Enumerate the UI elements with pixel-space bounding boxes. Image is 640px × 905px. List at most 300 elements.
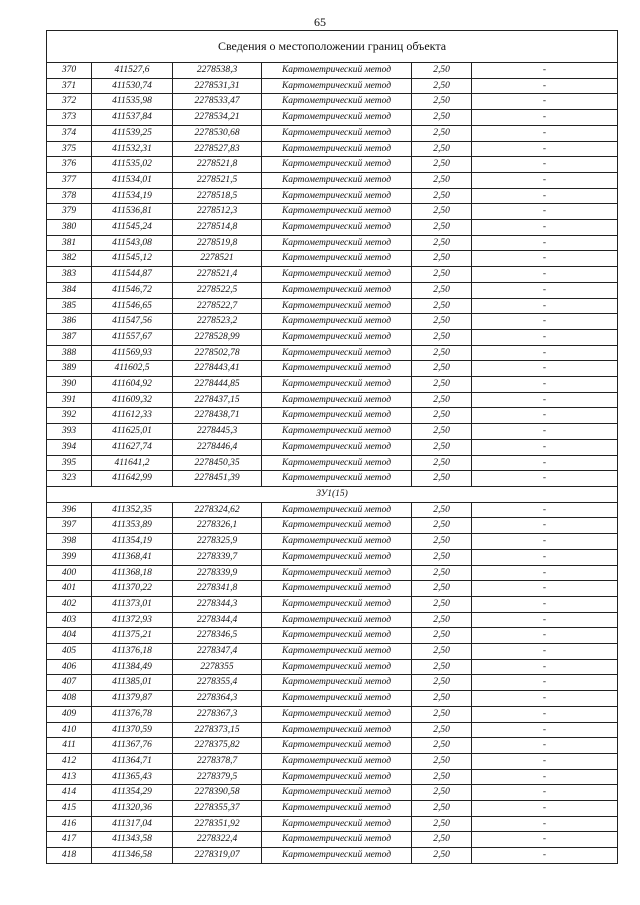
method-cell: Картометрический метод bbox=[262, 345, 412, 361]
x-coordinate-cell: 411545,12 bbox=[92, 251, 173, 267]
note-cell: - bbox=[472, 596, 618, 612]
point-number-cell: 393 bbox=[47, 424, 92, 440]
x-coordinate-cell: 411627,74 bbox=[92, 439, 173, 455]
table-row bbox=[47, 251, 618, 267]
accuracy-cell: 2,50 bbox=[412, 329, 472, 345]
accuracy-cell: 2,50 bbox=[412, 848, 472, 864]
table-row bbox=[47, 769, 618, 785]
x-coordinate-cell: 411370,59 bbox=[92, 722, 173, 738]
method-cell: Картометрический метод bbox=[262, 832, 412, 848]
method-cell: Картометрический метод bbox=[262, 235, 412, 251]
table-row bbox=[47, 722, 618, 738]
table-row bbox=[47, 801, 618, 817]
point-number-cell: 373 bbox=[47, 110, 92, 126]
x-coordinate-cell: 411557,67 bbox=[92, 329, 173, 345]
point-number-cell: 414 bbox=[47, 785, 92, 801]
point-number-cell: 382 bbox=[47, 251, 92, 267]
accuracy-cell: 2,50 bbox=[412, 94, 472, 110]
table-row bbox=[47, 157, 618, 173]
accuracy-cell: 2,50 bbox=[412, 549, 472, 565]
x-coordinate-cell: 411602,5 bbox=[92, 361, 173, 377]
boundary-coordinates-table bbox=[46, 30, 618, 864]
note-cell: - bbox=[472, 769, 618, 785]
x-coordinate-cell: 411527,6 bbox=[92, 63, 173, 79]
table-row bbox=[47, 518, 618, 534]
method-cell: Картометрический метод bbox=[262, 424, 412, 440]
point-number-cell: 388 bbox=[47, 345, 92, 361]
x-coordinate-cell: 411370,22 bbox=[92, 581, 173, 597]
x-coordinate-cell: 411532,31 bbox=[92, 141, 173, 157]
method-cell: Картометрический метод bbox=[262, 596, 412, 612]
x-coordinate-cell: 411544,87 bbox=[92, 267, 173, 283]
y-coordinate-cell: 2278523,2 bbox=[173, 314, 262, 330]
y-coordinate-cell: 2278351,92 bbox=[173, 816, 262, 832]
y-coordinate-cell: 2278534,21 bbox=[173, 110, 262, 126]
method-cell: Картометрический метод bbox=[262, 769, 412, 785]
y-coordinate-cell: 2278379,5 bbox=[173, 769, 262, 785]
x-coordinate-cell: 411536,81 bbox=[92, 204, 173, 220]
note-cell: - bbox=[472, 424, 618, 440]
note-cell: - bbox=[472, 63, 618, 79]
note-cell: - bbox=[472, 298, 618, 314]
note-cell: - bbox=[472, 282, 618, 298]
method-cell: Картометрический метод bbox=[262, 314, 412, 330]
y-coordinate-cell: 2278522,7 bbox=[173, 298, 262, 314]
x-coordinate-cell: 411546,65 bbox=[92, 298, 173, 314]
note-cell: - bbox=[472, 832, 618, 848]
accuracy-cell: 2,50 bbox=[412, 172, 472, 188]
section-row bbox=[47, 486, 618, 502]
method-cell: Картометрический метод bbox=[262, 125, 412, 141]
method-cell: Картометрический метод bbox=[262, 691, 412, 707]
note-cell: - bbox=[472, 612, 618, 628]
table-row bbox=[47, 581, 618, 597]
method-cell: Картометрический метод bbox=[262, 518, 412, 534]
table-row bbox=[47, 659, 618, 675]
x-coordinate-cell: 411365,43 bbox=[92, 769, 173, 785]
accuracy-cell: 2,50 bbox=[412, 769, 472, 785]
y-coordinate-cell: 2278325,9 bbox=[173, 534, 262, 550]
table-row bbox=[47, 848, 618, 864]
y-coordinate-cell: 2278322,4 bbox=[173, 832, 262, 848]
method-cell: Картометрический метод bbox=[262, 361, 412, 377]
table-row bbox=[47, 94, 618, 110]
table-row bbox=[47, 63, 618, 79]
table-row bbox=[47, 392, 618, 408]
x-coordinate-cell: 411368,18 bbox=[92, 565, 173, 581]
y-coordinate-cell: 2278445,3 bbox=[173, 424, 262, 440]
method-cell: Картометрический метод bbox=[262, 471, 412, 487]
x-coordinate-cell: 411368,41 bbox=[92, 549, 173, 565]
method-cell: Картометрический метод bbox=[262, 141, 412, 157]
note-cell: - bbox=[472, 706, 618, 722]
note-cell: - bbox=[472, 785, 618, 801]
table-row bbox=[47, 329, 618, 345]
y-coordinate-cell: 2278438,71 bbox=[173, 408, 262, 424]
x-coordinate-cell: 411376,78 bbox=[92, 706, 173, 722]
method-cell: Картометрический метод bbox=[262, 172, 412, 188]
point-number-cell: 394 bbox=[47, 439, 92, 455]
point-number-cell: 410 bbox=[47, 722, 92, 738]
point-number-cell: 387 bbox=[47, 329, 92, 345]
y-coordinate-cell: 2278367,3 bbox=[173, 706, 262, 722]
method-cell: Картометрический метод bbox=[262, 63, 412, 79]
note-cell: - bbox=[472, 141, 618, 157]
y-coordinate-cell: 2278355 bbox=[173, 659, 262, 675]
accuracy-cell: 2,50 bbox=[412, 298, 472, 314]
point-number-cell: 379 bbox=[47, 204, 92, 220]
y-coordinate-cell: 2278437,15 bbox=[173, 392, 262, 408]
note-cell: - bbox=[472, 329, 618, 345]
accuracy-cell: 2,50 bbox=[412, 596, 472, 612]
table-title-row bbox=[47, 31, 618, 63]
note-cell: - bbox=[472, 78, 618, 94]
y-coordinate-cell: 2278533,47 bbox=[173, 94, 262, 110]
note-cell: - bbox=[472, 172, 618, 188]
x-coordinate-cell: 411534,01 bbox=[92, 172, 173, 188]
accuracy-cell: 2,50 bbox=[412, 644, 472, 660]
y-coordinate-cell: 2278531,31 bbox=[173, 78, 262, 94]
method-cell: Картометрический метод bbox=[262, 282, 412, 298]
point-number-cell: 397 bbox=[47, 518, 92, 534]
y-coordinate-cell: 2278378,7 bbox=[173, 753, 262, 769]
method-cell: Картометрический метод bbox=[262, 188, 412, 204]
y-coordinate-cell: 2278346,5 bbox=[173, 628, 262, 644]
method-cell: Картометрический метод bbox=[262, 220, 412, 236]
accuracy-cell: 2,50 bbox=[412, 361, 472, 377]
note-cell: - bbox=[472, 471, 618, 487]
point-number-cell: 376 bbox=[47, 157, 92, 173]
method-cell: Картометрический метод bbox=[262, 502, 412, 518]
note-cell: - bbox=[472, 518, 618, 534]
accuracy-cell: 2,50 bbox=[412, 157, 472, 173]
point-number-cell: 403 bbox=[47, 612, 92, 628]
point-number-cell: 406 bbox=[47, 659, 92, 675]
table-row bbox=[47, 549, 618, 565]
method-cell: Картометрический метод bbox=[262, 94, 412, 110]
x-coordinate-cell: 411376,18 bbox=[92, 644, 173, 660]
accuracy-cell: 2,50 bbox=[412, 565, 472, 581]
y-coordinate-cell: 2278326,1 bbox=[173, 518, 262, 534]
table-row bbox=[47, 345, 618, 361]
x-coordinate-cell: 411534,19 bbox=[92, 188, 173, 204]
note-cell: - bbox=[472, 581, 618, 597]
accuracy-cell: 2,50 bbox=[412, 706, 472, 722]
x-coordinate-cell: 411352,35 bbox=[92, 502, 173, 518]
accuracy-cell: 2,50 bbox=[412, 675, 472, 691]
y-coordinate-cell: 2278528,99 bbox=[173, 329, 262, 345]
y-coordinate-cell: 2278538,3 bbox=[173, 63, 262, 79]
y-coordinate-cell: 2278512,3 bbox=[173, 204, 262, 220]
table-row bbox=[47, 110, 618, 126]
x-coordinate-cell: 411379,87 bbox=[92, 691, 173, 707]
note-cell: - bbox=[472, 392, 618, 408]
page-number: 65 bbox=[314, 15, 326, 29]
point-number-cell: 405 bbox=[47, 644, 92, 660]
method-cell: Картометрический метод bbox=[262, 753, 412, 769]
x-coordinate-cell: 411372,93 bbox=[92, 612, 173, 628]
point-number-cell: 416 bbox=[47, 816, 92, 832]
y-coordinate-cell: 2278344,4 bbox=[173, 612, 262, 628]
method-cell: Картометрический метод bbox=[262, 329, 412, 345]
accuracy-cell: 2,50 bbox=[412, 753, 472, 769]
table-row bbox=[47, 361, 618, 377]
method-cell: Картометрический метод bbox=[262, 659, 412, 675]
accuracy-cell: 2,50 bbox=[412, 125, 472, 141]
table-row bbox=[47, 644, 618, 660]
accuracy-cell: 2,50 bbox=[412, 282, 472, 298]
note-cell: - bbox=[472, 408, 618, 424]
table-row bbox=[47, 282, 618, 298]
method-cell: Картометрический метод bbox=[262, 298, 412, 314]
accuracy-cell: 2,50 bbox=[412, 424, 472, 440]
table-row bbox=[47, 314, 618, 330]
method-cell: Картометрический метод bbox=[262, 628, 412, 644]
accuracy-cell: 2,50 bbox=[412, 110, 472, 126]
table-row bbox=[47, 832, 618, 848]
point-number-cell: 385 bbox=[47, 298, 92, 314]
accuracy-cell: 2,50 bbox=[412, 785, 472, 801]
note-cell: - bbox=[472, 816, 618, 832]
note-cell: - bbox=[472, 377, 618, 393]
table-row bbox=[47, 471, 618, 487]
method-cell: Картометрический метод bbox=[262, 675, 412, 691]
method-cell: Картометрический метод bbox=[262, 816, 412, 832]
x-coordinate-cell: 411569,93 bbox=[92, 345, 173, 361]
accuracy-cell: 2,50 bbox=[412, 518, 472, 534]
accuracy-cell: 2,50 bbox=[412, 408, 472, 424]
point-number-cell: 383 bbox=[47, 267, 92, 283]
point-number-cell: 417 bbox=[47, 832, 92, 848]
x-coordinate-cell: 411612,33 bbox=[92, 408, 173, 424]
point-number-cell: 392 bbox=[47, 408, 92, 424]
table-row bbox=[47, 596, 618, 612]
table-row bbox=[47, 172, 618, 188]
y-coordinate-cell: 2278355,37 bbox=[173, 801, 262, 817]
accuracy-cell: 2,50 bbox=[412, 534, 472, 550]
point-number-cell: 384 bbox=[47, 282, 92, 298]
x-coordinate-cell: 411546,72 bbox=[92, 282, 173, 298]
note-cell: - bbox=[472, 753, 618, 769]
table-row bbox=[47, 753, 618, 769]
accuracy-cell: 2,50 bbox=[412, 220, 472, 236]
note-cell: - bbox=[472, 314, 618, 330]
table-row bbox=[47, 675, 618, 691]
accuracy-cell: 2,50 bbox=[412, 801, 472, 817]
table-title: Сведения о местоположении границ объекта bbox=[47, 31, 618, 63]
x-coordinate-cell: 411373,01 bbox=[92, 596, 173, 612]
note-cell: - bbox=[472, 235, 618, 251]
x-coordinate-cell: 411320,36 bbox=[92, 801, 173, 817]
method-cell: Картометрический метод bbox=[262, 267, 412, 283]
point-number-cell: 398 bbox=[47, 534, 92, 550]
table-row bbox=[47, 455, 618, 471]
note-cell: - bbox=[472, 675, 618, 691]
method-cell: Картометрический метод bbox=[262, 738, 412, 754]
point-number-cell: 418 bbox=[47, 848, 92, 864]
y-coordinate-cell: 2278339,9 bbox=[173, 565, 262, 581]
x-coordinate-cell: 411364,71 bbox=[92, 753, 173, 769]
note-cell: - bbox=[472, 534, 618, 550]
method-cell: Картометрический метод bbox=[262, 392, 412, 408]
note-cell: - bbox=[472, 94, 618, 110]
accuracy-cell: 2,50 bbox=[412, 78, 472, 94]
note-cell: - bbox=[472, 455, 618, 471]
x-coordinate-cell: 411641,2 bbox=[92, 455, 173, 471]
y-coordinate-cell: 2278375,82 bbox=[173, 738, 262, 754]
table-row bbox=[47, 785, 618, 801]
table-row bbox=[47, 691, 618, 707]
y-coordinate-cell: 2278373,15 bbox=[173, 722, 262, 738]
y-coordinate-cell: 2278518,5 bbox=[173, 188, 262, 204]
x-coordinate-cell: 411530,74 bbox=[92, 78, 173, 94]
method-cell: Картометрический метод bbox=[262, 78, 412, 94]
point-number-cell: 372 bbox=[47, 94, 92, 110]
method-cell: Картометрический метод bbox=[262, 565, 412, 581]
point-number-cell: 408 bbox=[47, 691, 92, 707]
y-coordinate-cell: 2278521 bbox=[173, 251, 262, 267]
x-coordinate-cell: 411346,58 bbox=[92, 848, 173, 864]
accuracy-cell: 2,50 bbox=[412, 204, 472, 220]
accuracy-cell: 2,50 bbox=[412, 612, 472, 628]
y-coordinate-cell: 2278444,85 bbox=[173, 377, 262, 393]
accuracy-cell: 2,50 bbox=[412, 267, 472, 283]
note-cell: - bbox=[472, 345, 618, 361]
table-row bbox=[47, 565, 618, 581]
accuracy-cell: 2,50 bbox=[412, 141, 472, 157]
point-number-cell: 404 bbox=[47, 628, 92, 644]
accuracy-cell: 2,50 bbox=[412, 832, 472, 848]
y-coordinate-cell: 2278364,3 bbox=[173, 691, 262, 707]
point-number-cell: 374 bbox=[47, 125, 92, 141]
x-coordinate-cell: 411543,08 bbox=[92, 235, 173, 251]
accuracy-cell: 2,50 bbox=[412, 628, 472, 644]
accuracy-cell: 2,50 bbox=[412, 63, 472, 79]
note-cell: - bbox=[472, 628, 618, 644]
point-number-cell: 375 bbox=[47, 141, 92, 157]
y-coordinate-cell: 2278502,78 bbox=[173, 345, 262, 361]
method-cell: Картометрический метод bbox=[262, 157, 412, 173]
x-coordinate-cell: 411539,25 bbox=[92, 125, 173, 141]
y-coordinate-cell: 2278347,4 bbox=[173, 644, 262, 660]
point-number-cell: 415 bbox=[47, 801, 92, 817]
point-number-cell: 391 bbox=[47, 392, 92, 408]
x-coordinate-cell: 411642,99 bbox=[92, 471, 173, 487]
table-row bbox=[47, 125, 618, 141]
x-coordinate-cell: 411375,21 bbox=[92, 628, 173, 644]
accuracy-cell: 2,50 bbox=[412, 345, 472, 361]
x-coordinate-cell: 411353,89 bbox=[92, 518, 173, 534]
table-row bbox=[47, 738, 618, 754]
accuracy-cell: 2,50 bbox=[412, 738, 472, 754]
note-cell: - bbox=[472, 549, 618, 565]
table-row bbox=[47, 377, 618, 393]
point-number-cell: 409 bbox=[47, 706, 92, 722]
point-number-cell: 412 bbox=[47, 753, 92, 769]
point-number-cell: 400 bbox=[47, 565, 92, 581]
y-coordinate-cell: 2278521,4 bbox=[173, 267, 262, 283]
x-coordinate-cell: 411545,24 bbox=[92, 220, 173, 236]
note-cell: - bbox=[472, 267, 618, 283]
note-cell: - bbox=[472, 204, 618, 220]
accuracy-cell: 2,50 bbox=[412, 816, 472, 832]
note-cell: - bbox=[472, 251, 618, 267]
table-row bbox=[47, 502, 618, 518]
x-coordinate-cell: 411343,58 bbox=[92, 832, 173, 848]
y-coordinate-cell: 2278514,8 bbox=[173, 220, 262, 236]
accuracy-cell: 2,50 bbox=[412, 235, 472, 251]
note-cell: - bbox=[472, 659, 618, 675]
y-coordinate-cell: 2278519,8 bbox=[173, 235, 262, 251]
y-coordinate-cell: 2278446,4 bbox=[173, 439, 262, 455]
table-row bbox=[47, 141, 618, 157]
x-coordinate-cell: 411535,98 bbox=[92, 94, 173, 110]
note-cell: - bbox=[472, 110, 618, 126]
note-cell: - bbox=[472, 502, 618, 518]
y-coordinate-cell: 2278319,07 bbox=[173, 848, 262, 864]
method-cell: Картометрический метод bbox=[262, 251, 412, 267]
method-cell: Картометрический метод bbox=[262, 110, 412, 126]
point-number-cell: 371 bbox=[47, 78, 92, 94]
accuracy-cell: 2,50 bbox=[412, 439, 472, 455]
method-cell: Картометрический метод bbox=[262, 581, 412, 597]
method-cell: Картометрический метод bbox=[262, 549, 412, 565]
y-coordinate-cell: 2278339,7 bbox=[173, 549, 262, 565]
accuracy-cell: 2,50 bbox=[412, 691, 472, 707]
note-cell: - bbox=[472, 848, 618, 864]
accuracy-cell: 2,50 bbox=[412, 471, 472, 487]
method-cell: Картометрический метод bbox=[262, 455, 412, 471]
x-coordinate-cell: 411384,49 bbox=[92, 659, 173, 675]
method-cell: Картометрический метод bbox=[262, 848, 412, 864]
method-cell: Картометрический метод bbox=[262, 722, 412, 738]
y-coordinate-cell: 2278527,83 bbox=[173, 141, 262, 157]
method-cell: Картометрический метод bbox=[262, 785, 412, 801]
note-cell: - bbox=[472, 801, 618, 817]
note-cell: - bbox=[472, 361, 618, 377]
point-number-cell: 413 bbox=[47, 769, 92, 785]
point-number-cell: 370 bbox=[47, 63, 92, 79]
note-cell: - bbox=[472, 644, 618, 660]
note-cell: - bbox=[472, 220, 618, 236]
note-cell: - bbox=[472, 691, 618, 707]
accuracy-cell: 2,50 bbox=[412, 722, 472, 738]
point-number-cell: 378 bbox=[47, 188, 92, 204]
note-cell: - bbox=[472, 439, 618, 455]
x-coordinate-cell: 411625,01 bbox=[92, 424, 173, 440]
point-number-cell: 401 bbox=[47, 581, 92, 597]
x-coordinate-cell: 411367,76 bbox=[92, 738, 173, 754]
point-number-cell: 386 bbox=[47, 314, 92, 330]
x-coordinate-cell: 411604,92 bbox=[92, 377, 173, 393]
note-cell: - bbox=[472, 738, 618, 754]
table-row bbox=[47, 298, 618, 314]
table-row bbox=[47, 706, 618, 722]
section-label: ЗУ1(15) bbox=[47, 486, 618, 502]
point-number-cell: 402 bbox=[47, 596, 92, 612]
method-cell: Картометрический метод bbox=[262, 644, 412, 660]
accuracy-cell: 2,50 bbox=[412, 581, 472, 597]
point-number-cell: 411 bbox=[47, 738, 92, 754]
y-coordinate-cell: 2278443,41 bbox=[173, 361, 262, 377]
y-coordinate-cell: 2278522,5 bbox=[173, 282, 262, 298]
accuracy-cell: 2,50 bbox=[412, 188, 472, 204]
accuracy-cell: 2,50 bbox=[412, 251, 472, 267]
accuracy-cell: 2,50 bbox=[412, 455, 472, 471]
table-body bbox=[47, 31, 618, 864]
note-cell: - bbox=[472, 565, 618, 581]
note-cell: - bbox=[472, 188, 618, 204]
